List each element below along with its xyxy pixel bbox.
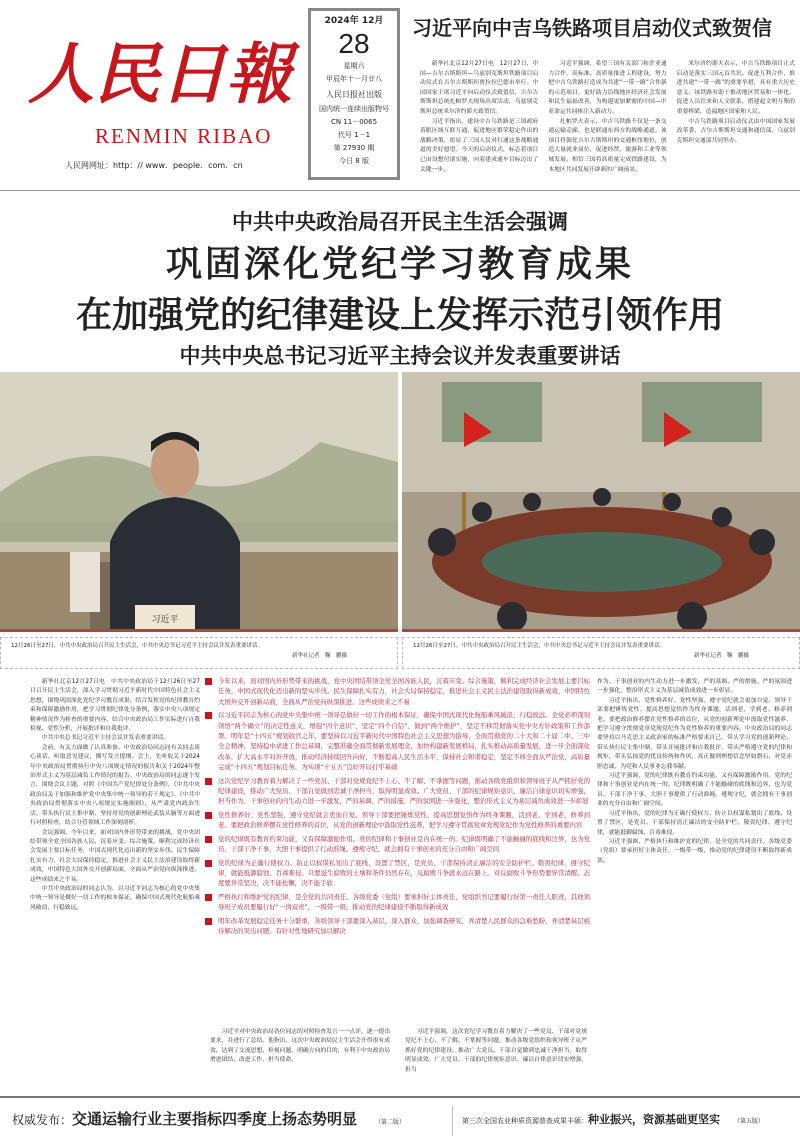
- key-points-list: [205, 676, 590, 938]
- key-point: [205, 710, 590, 772]
- bullet-square-icon: [205, 894, 212, 901]
- key-point-text: 明年改革发展稳定任务十分繁重，各级领导干部要深入基层、深入群众，加强调查研究，弄清楚人民群众的急难愁盼，弄清楚基层亟待解决的突出问题，有针对性地研究加以解决: [218, 916, 590, 935]
- key-point: [205, 776, 590, 807]
- guide-item-page-5[interactable]: [462, 1111, 796, 1127]
- paragraph: 会议强调，今年以来，面对国内外形势带来的挑战，党中央团结带领全党全国各族人民，沉着应变、综合施策，顺利完成经济社会发展主要目标任务，中国式现代化迈出新的坚实步伐。民生保障扎实有力，社会大局保持稳定，推进社会主义民主法治建设取得新成效，中国特色大国外交开创新局面，全面从严治党向纵深推进。这些成绩来之不易。: [30, 829, 200, 883]
- key-point: [205, 834, 590, 855]
- masthead-pinyin: RENMIN RIBAO: [95, 124, 273, 148]
- day: 28: [338, 28, 370, 59]
- paragraph: 中共中央政治局的同志认为，以习近平同志为核心的党中央集中统一领导是做好一切工作的根本保证，确保中国式现代化航船乘风破浪、行稳致远。: [30, 885, 200, 911]
- key-point-text: 今年以来，面对国内外形势带来的挑战，党中央团结带领全党全国各族人民，沉着应变、综合施策，顺利完成经济社会发展主要目标任务，中国式现代化迈出新的坚实步伐。民生保障扎实有力，社会大局保持稳定，推进社会主义民主法治建设取得新成效，中国特色大国外交开创新局面，全面从严治党向纵深推进。这些成绩来之不易: [218, 677, 590, 706]
- main-subhead: 中共中央总书记习近平主持会议并发表重要讲话: [179, 344, 621, 368]
- weekday: 星期六: [343, 62, 365, 70]
- key-point-text: 党的纪律为正确行使权力、防止以权谋私划出了底线、设置了禁区，是党员、干部保持清正廉洁的安全防护栏。敬畏纪律、遵守纪律，就能抵御腐蚀、百毒难侵。只要滋生腐败的土壤和条件仍然存在，反腐败斗争就永远在路上。对反腐败斗争形势要异常清醒、态度要异常坚决，决不能松懈，决不能手软: [218, 858, 590, 888]
- bullet-square-icon: [205, 836, 212, 843]
- bullet-square-icon: [205, 918, 212, 925]
- lead-article: [420, 60, 795, 185]
- logo-text: 人民日報: [28, 35, 292, 113]
- divider: [0, 190, 800, 191]
- nameplate: 习近平: [151, 615, 179, 625]
- paragraph: 新华社北京12月27日电 中共中央政治局于12月26日至27日召开民主生活会，深入学习贯彻习近平新时代中国特色社会主义思想，围绕巩固深化党纪学习教育成果、结合发挥党的纪律教育约束和保障激励作用，把学习贯彻纪律处分条例、落实中央八项规定精神情况作为检查的重要内容，结合中央政治局工作实际进行自我检视、党性分析，开展批评和自我批评。: [30, 679, 200, 733]
- paragraph: 新华社北京12月27日电 12月27日，中国—吉尔吉斯斯坦—乌兹别克斯坦铁路项目启动仪式在吉尔吉斯斯坦贾拉拉巴德市举行。中国国家主席习近平向启动仪式致贺信，吉尔吉斯斯坦总统扎帕罗夫现场出席活动，乌兹别克斯坦总统米尔济约耶夫致贺信。: [420, 61, 539, 115]
- photo-speaker: [0, 372, 398, 632]
- page-count: 今日 8 版: [339, 157, 369, 165]
- paragraph: 作为、干事创业的内生动力进一步激发，严的基调、严的措施、严的氛围进一步强化，整治形式主义为基层减负成效进一步彰显。: [597, 679, 792, 695]
- bullet-square-icon: [205, 678, 212, 685]
- paragraph: 习近平强调，党的纪律既有教育约束功能，又有保障激励作用。党的纪律和干事创业是内在统一的。纪律既明确了不能触碰的底线和边界，也为党员、干部干净干事、大胆干事提供了行动准绳。遵规守纪，就会拥有干事创业的充分自由和广阔空间。: [597, 773, 792, 808]
- paragraph: 中共中央总书记习近平主持会议并发表重要讲话。: [41, 735, 170, 742]
- key-point-text: 严格执行和维护党的纪律，是全党的共同责任。各级党委（党组）要承担好主体责任，党组织书记要履行好第一责任人职责，其他领导班子成员要履行好“一岗双责”，一级带一级，推动党的纪律建设不断取得新成效: [218, 892, 590, 912]
- paragraph: 习近平强调，这次党纪学习教育着力解决了一些党员、干部对党规党纪不上心、不了解、不掌握等问题，推动各级党组织和领导班子从严抓好党的纪律建设，推动广大党员、干部自觉做到忠诚干净担当，取得明显成效。广大党员、干部的纪律规矩意识、廉洁自律意识切实增强，担当: [405, 1029, 587, 1073]
- code-number: 代号 1－1: [337, 131, 371, 139]
- guide-title: 种业振兴，资源基础更坚实: [588, 1113, 720, 1126]
- key-point: [205, 676, 590, 707]
- paragraph: 习近平指出，党的纪律为正确行使权力、防止以权谋私划出了底线、设置了禁区，是党员、干部保持清正廉洁的安全防护栏。敬畏纪律、遵守纪律，就能抵御腐蚀、百毒难侵。: [597, 810, 792, 836]
- guide-page: （第二版）: [375, 1119, 406, 1126]
- website-url[interactable]: 人民网网址：http：// www．people．com．cn: [65, 161, 243, 170]
- issue-number: 第 27930 期: [333, 144, 375, 152]
- photo-caption-right: [402, 637, 800, 669]
- page-guide: [0, 1096, 800, 1143]
- photo-meeting: [402, 372, 800, 632]
- main-headline-1[interactable]: 巩固深化党纪学习教育成果: [165, 243, 634, 285]
- paragraph: 习近平强调，严格执行和维护党的纪律，是全党的共同责任。各级党委（党组）要承担好主体责任，一级带一级，推动党的纪律建设不断取得新成效。: [597, 838, 792, 864]
- key-point: [205, 892, 590, 913]
- key-point: [205, 810, 590, 831]
- photo-caption-left: [0, 637, 398, 669]
- key-point-text: 以习近平同志为核心的党中央集中统一领导是做好一切工作的根本保证，确保中国式现代化航船乘风破浪、行稳致远。全党必须深刻领悟“两个确立”的决定性意义，增强“四个意识”、坚定“四个自信”、做到“两个维护”，坚定不移贯彻落实党中央方针政策和工作部署。明年是“十四五”规划收官之年，要坚持以习近平新时代中国特色社会主义思想为指导，全面贯彻党的二十大和二十届二中、三中全会精神，坚持稳中求进工作总基调，完整准确全面贯彻新发展理念，加快构建新发展格局，扎实推动高质量发展，进一步全面深化改革，扩大高水平对外开放，推动经济持续回升向好，不断提高人民生活水平，保持社会和谐稳定，坚定不移全面从严治党，高质量完成“十四五”规划目标任务，为实现“十五五”良好开局打牢基础: [218, 711, 590, 772]
- main-headline-2[interactable]: 在加强党的纪律建设上发挥示范引领作用: [75, 294, 724, 336]
- key-point-text: 这次党纪学习教育着力解决了一些党员、干部对党规党纪不上心、不了解、不掌握等问题，推动各级党组织和领导班子从严抓好党的纪律建设，推动广大党员、干部自觉做到忠诚干净担当，取得明显成效。广大党员、干部的纪律规矩意识、廉洁自律意识切实增强，担当作为、干事创业的内生动力进一步激发，严的基调、严的措施、严的氛围进一步强化，整治形式主义为基层减负成效进一步彰显: [218, 776, 590, 806]
- paragraph: 习近平强调，希望三国有关部门和企业通力合作，高标准、高质量推进工程建设，努力把中吉乌铁路打造成为共建“一带一路”合作新的示范项目，更好助力沿线地区经济社会发展和民生福祉改善，为构建更加紧密的中国—中亚命运共同体注入新动力。: [548, 61, 667, 115]
- paragraph: 习近平指出，建设中吉乌铁路是三国政府着眼区域互联互通、促进地区繁荣稳定作出的战略决策，彰显了三国人民对打通这条战略通道的美好愿望。今天的启动仪式，标志着项目已由设想付诸实施，向着建成通车目标迈出了关键一步。: [420, 118, 539, 173]
- key-point-text: 党的纪律既有教育约束功能，又有保障激励作用。党的纪律和干事创业是内在统一的。纪律既明确了不能触碰的底线和边界，也为党员、干部干净干事、大胆干事提供了行动准绳。遵规守纪，就会拥有干事创业的充分自由和广阔空间: [218, 834, 590, 854]
- photo-credit: 新华社记者 鞠 鹏摄: [693, 653, 749, 659]
- lunar-date: 甲辰年十一月廿八: [326, 75, 382, 83]
- bullet-square-icon: [205, 860, 212, 867]
- lead-headline[interactable]: 习近平向中吉乌铁路项目启动仪式致贺信: [412, 16, 772, 40]
- masthead-logo: [18, 2, 303, 122]
- article-column-mid-b: [405, 1028, 587, 1088]
- guide-prefix: 权威发布：: [12, 1113, 73, 1127]
- photo-credit: 新华社记者 鞠 鹏摄: [291, 653, 347, 659]
- paragraph: 米尔济约耶夫表示，中吉乌铁路项目正式启动是落实三国元首共识、促进互利合作、推进共建“一带一路”的重要举措，具有重大历史意义。该铁路有助于推动地区贸易和一体化，促进人员往来和人文联系，搭建起文明互鉴的重要桥梁，造福地区国家和人民。: [676, 61, 795, 115]
- guide-item-page-2[interactable]: [12, 1108, 448, 1129]
- paragraph: 中吉乌铁路项目启动仪式由中国国家发展改革委、吉尔吉斯斯坦交通和通信部、乌兹别克斯坦交通部共同举办。: [676, 118, 795, 144]
- paragraph: 习近平对中央政治局各位同志的对照检查发言一一点评，逐一提出要求，并进行了总结。他指出，这次中央政治局民主生活会开得很有成效，达到了交流思想、检视问题、明确方向的目的，有利于中央政治局增进团结、改进工作、担当使命。: [210, 1029, 390, 1064]
- domestic-serial: 国内统一连续出版物号: [319, 105, 389, 113]
- guide-title: 交通运输行业主要指标四季度上扬态势明显: [72, 1110, 358, 1128]
- year-month: 2024年 12月: [324, 16, 384, 26]
- divider: [452, 1106, 453, 1136]
- caption-text: 12月26日至27日，中共中央政治局召开民主生活会，中共中央总书记习近平主持会议并发表重要讲话。: [11, 643, 263, 649]
- article-column-right: [597, 678, 792, 1088]
- guide-prefix: 第三次全国农业种质资源普查成果丰硕：: [462, 1117, 588, 1125]
- cn-number: CN 11－0065: [330, 118, 378, 126]
- bullet-square-icon: [205, 812, 212, 819]
- article-column-mid-a: [210, 1028, 390, 1088]
- bullet-square-icon: [205, 712, 212, 719]
- date-box: [308, 8, 400, 180]
- paragraph: 扎帕罗夫表示，中吉乌铁路不仅是一条交通运输走廊，也是联通东西方的战略通道。该项目将强化吉尔吉斯斯坦的交通枢纽地位，创造大量就业岗位，促进经贸、旅游和工业等领域发展。相信三国将高质量完成铁路建设，为本地区共同发展开辟新的广阔前景。: [548, 118, 667, 173]
- caption-text: 12月26日至27日，中共中央政治局召开民主生活会，中共中央总书记习近平主持会议并发表重要讲话。: [413, 643, 665, 649]
- article-column-left: [30, 678, 200, 1088]
- guide-page: （第五版）: [734, 1118, 765, 1125]
- main-kicker: 中共中央政治局召开民主生活会强调: [232, 209, 568, 234]
- key-point-text: 党性修养好、党性坚强，遵守党纪就会更加自觉。领导干部要把锤炼党性、提高思想觉悟作为终身课题，活到老、学到老、修养到老。要把政治修养摆在党性修养的首位，从党的创新理论中汲取党性滋养，把学习遵守贯彻党章党规党纪作为党性修养的重要内容: [218, 810, 590, 830]
- bullet-square-icon: [205, 778, 212, 785]
- key-point: [205, 858, 590, 889]
- paragraph: 习近平指出，党性修养好、党性坚强，遵守党纪就会更加自觉。领导干部要把锤炼党性、提高思想觉悟作为终身课题，活到老、学到老、修养到老。要把政治修养摆在党性修养的首位，从党的创新理论中汲取党性滋养，把学习遵守贯彻党章党规党纪作为党性修养的重要内容。中央政治局的同志要坚持以马克思主义政治家的标准严格要求自己，带头学习党的创新理论，带头执行民主集中制，带头开展批评和自我批评，带头严格遵守党的纪律和规矩，带头弘扬党的优良传统和作风，真正做到理想信念坚如磐石，对党赤胆忠诚，为党和人民事业忘我奉献。: [597, 697, 792, 770]
- publisher: 人民日报社出版: [326, 90, 382, 99]
- paragraph: 会前，有关方面做了认真准备。中央政治局同志同有关同志谈心谈话，听取意见建议，撰写发言提纲。会上，先听取关于2024年中央政治局贯彻执行中央八项规定情况的报告和关于2024年整治形式主义为基层减负工作情况的报告。中央政治局的同志逐个发言，围绕会议主题，对照《中国共产党纪律处分条例》、《中共中央政治局关于加强和维护党中央集中统一领导的若干规定》、《中共中央政治局贯彻落实中央八项规定实施细则》，从严肃党内政治生活、带头执行民主集中制、坚持用党的创新理论武装头脑等方面进行对照检查，结合分管领域工作深刻剖析。: [30, 744, 200, 827]
- key-point: [205, 916, 590, 937]
